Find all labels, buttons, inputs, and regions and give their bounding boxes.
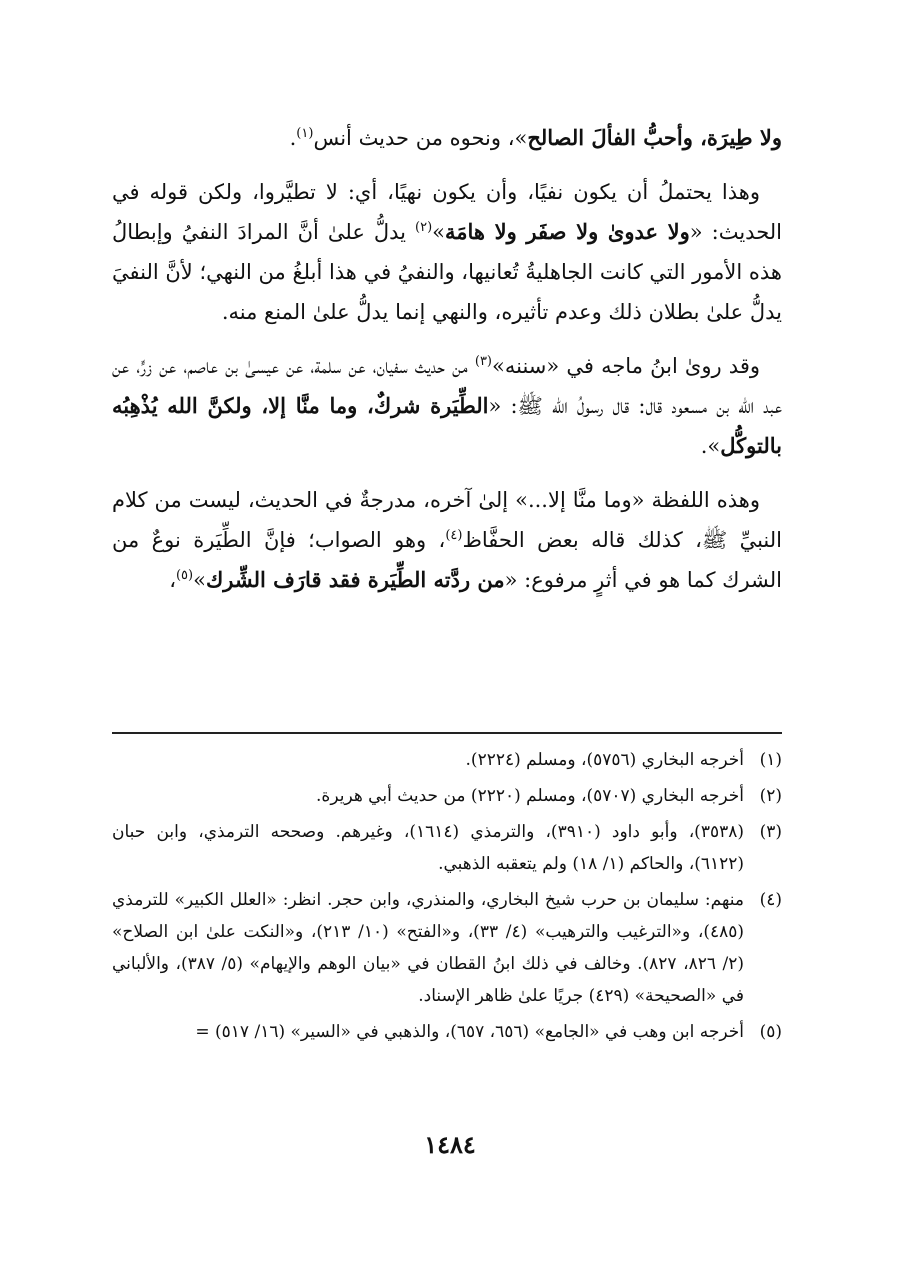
footnote [112, 816, 782, 880]
footnote-reference: (٤) [445, 528, 463, 543]
footnote-reference: (١) [296, 126, 314, 141]
body-text: » [193, 568, 206, 592]
body-text: وهذا يحتملُ أن يكون نفيًا، وأن يكون نهيًا، أي: لا تطيَّروا، ولكن قوله في الحديث: « [112, 180, 782, 244]
footnote [112, 744, 782, 776]
body-text: »، ونحوه من حديث أنس [313, 126, 528, 150]
body-text: ». [700, 434, 721, 458]
footnote-divider [112, 732, 782, 734]
paragraph [112, 172, 782, 332]
footnote-number: (٥) [759, 1022, 782, 1042]
footnote-text: منهم: سليمان بن حرب شيخ البخاري، والمنذري، وابن حجر. انظر: «العلل الكبير» للترمذي (٤٨٥)، و«الترغيب والترهيب» (٤/ ٣٣)، و«الفتح» (١٠/ ٢١٣)، و«النكت علىٰ ابن الصلاح» (٢/ ٨٢٦، ٨٢٧). وخالف في ذلك ابنُ القطان في «بيان الوهم والإيهام» (٥/ ٣٨٧)، والألباني في «الصحيحة» (٤٢٩) جريًا علىٰ ظاهر الإسناد. [112, 890, 744, 1006]
paragraph [112, 118, 782, 158]
main-text [112, 118, 782, 614]
footnote-text: (٣٥٣٨)، وأبو داود (٣٩١٠)، والترمذي (١٦١٤)، وغيرهم. وصححه الترمذي، وابن حبان (٦١٢٢)، والحاكم (١/ ١٨) ولم يتعقبه الذهبي. [112, 822, 744, 874]
body-text: ، [169, 568, 176, 592]
body-text: من حديث سفيان، عن سلمة، عن عيسىٰ بن عاصم، عن زرٍّ، عن عبد الله بن مسعود قال: قال رسولُ الله ﷺ: « [112, 354, 783, 418]
footnote [112, 884, 782, 1012]
footnote-text: أخرجه البخاري (٥٧٥٦)، ومسلم (٢٢٢٤). [465, 750, 744, 770]
body-text: » [432, 220, 446, 244]
footnote [112, 780, 782, 812]
paragraph [112, 346, 782, 466]
body-text: . [289, 126, 297, 150]
footnote-number: (١) [759, 750, 782, 770]
footnote-number: (٤) [759, 890, 782, 910]
body-text: ، وهو الصواب؛ فإنَّ الطِّيَرة نوعٌ من الشرك كما هو في أثرٍ مرفوع: « [112, 528, 782, 592]
hadith-quote: ولا طِيرَة، وأحبُّ الفألَ الصالح [527, 125, 782, 150]
footnote-text: أخرجه البخاري (٥٧٠٧)، ومسلم (٢٢٢٠) من حديث أبي هريرة. [316, 786, 744, 806]
footnote-number: (٣) [759, 822, 782, 842]
hadith-quote: الطِّيَرة شركٌ، وما منَّا إلا، ولكنَّ الله يُذْهِبُه بالتوكُّل [112, 393, 782, 458]
footnote-reference: (٥) [175, 568, 194, 583]
footnote-text: أخرجه ابن وهب في «الجامع» (٦٥٦، ٦٥٧)، والذهبي في «السير» (١٦/ ٥١٧) = [195, 1022, 744, 1042]
footnote-reference: (٣) [474, 354, 492, 369]
body-text: يدلُّ علىٰ أنَّ المرادَ النفيُ وإبطالُ هذه الأمور التي كانت الجاهليةُ تُعانيها، والنفيُ في هذا أبلغُ من النهي؛ لأنَّ النفيَ يدلُّ علىٰ بطلان ذلك وعدم تأثيره، والنهي إنما يدلُّ علىٰ المنع منه. [112, 220, 782, 324]
paragraph [112, 480, 782, 600]
page-number: ١٤٨٤ [424, 1130, 476, 1159]
hadith-quote: من ردَّته الطِّيَرة فقد قارَف الشِّرك [205, 567, 505, 592]
footnote [112, 1016, 782, 1048]
body-text: وهذه اللفظة «وما منَّا إلا...» إلىٰ آخره، مدرجةٌ في الحديث، ليست من كلام النبيِّ ﷺ، كذلك قاله بعض الحفَّاظ [112, 488, 783, 552]
hadith-quote: ولا عدوىٰ ولا صفَر ولا هامَة [445, 219, 690, 244]
footnote-reference: (٢) [415, 220, 433, 235]
footnote-number: (٢) [759, 786, 782, 806]
body-text: وقد روىٰ ابنُ ماجه في «سننه» [492, 354, 760, 378]
footnotes [112, 744, 782, 1052]
